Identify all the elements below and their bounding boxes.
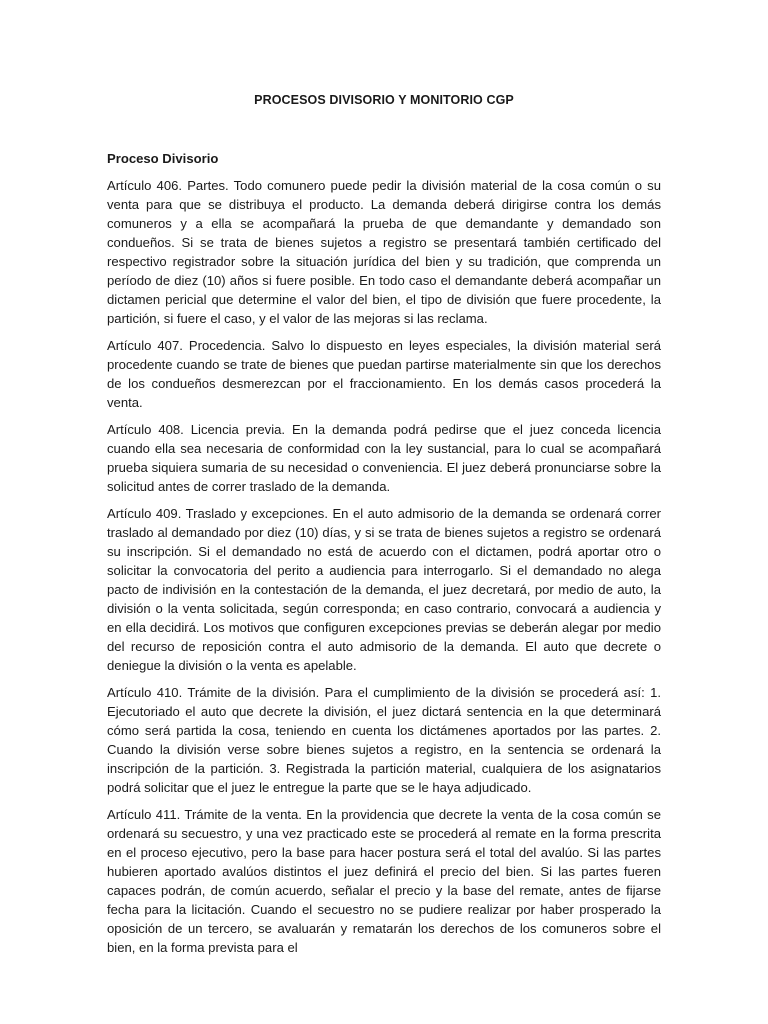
paragraph-articulo-407: Artículo 407. Procedencia. Salvo lo dispuesto en leyes especiales, la división material será procedente cuando se trate de bienes que puedan partirse materialmente sin que los derechos de los condueños desmerezcan por el fraccionamiento. En los demás casos procederá la venta. — [107, 338, 661, 410]
paragraph-articulo-409: Artículo 409. Traslado y excepciones. En el auto admisorio de la demanda se ordenará correr traslado al demandado por diez (10) días, y si se trata de bienes sujetos a registro se ordenará su inscripción. Si el demandado no está de acuerdo con el dictamen, podrá aportar otro o solicitar la convocatoria del perito a audiencia para interrogarlo. Si el demandado no alega pacto de indivisión en la contestación de la demanda, el juez decretará, por medio de auto, la división o la venta solicitada, según corresponda; en caso contrario, convocará a audiencia y en ella decidirá. Los motivos que configuren excepciones previas se deberán alegar por medio del recurso de reposición contra el auto admisorio de la demanda. El auto que decrete o deniegue la división o la venta es apelable. — [107, 506, 661, 673]
section-heading: Proceso Divisorio — [107, 151, 219, 166]
paragraph-articulo-408: Artículo 408. Licencia previa. En la demanda podrá pedirse que el juez conceda licencia cuando ella sea necesaria de conformidad con la ley sustancial, para lo cual se acompañará prueba siquiera sumaria de su necesidad o conveniencia. El juez deberá pronunciarse sobre la solicitud antes de correr traslado de la demanda. — [107, 422, 661, 494]
document-body — [107, 149, 661, 965]
paragraph-articulo-406: Artículo 406. Partes. Todo comunero puede pedir la división material de la cosa común o su venta para que se distribuya el producto. La demanda deberá dirigirse contra los demás comuneros y a ella se acompañará la prueba de que demandante y demandado son condueños. Si se trata de bienes sujetos a registro se presentará también certificado del respectivo registrador sobre la situación jurídica del bien y su tradición, que comprenda un período de diez (10) años si fuere posible. En todo caso el demandante deberá acompañar un dictamen pericial que determine el valor del bien, el tipo de división que fuere procedente, la partición, si fuere el caso, y el valor de las mejoras si las reclama. — [107, 178, 661, 326]
document-title: PROCESOS DIVISORIO Y MONITORIO CGP — [254, 93, 514, 107]
paragraph-articulo-411: Artículo 411. Trámite de la venta. En la providencia que decrete la venta de la cosa común se ordenará su secuestro, y una vez practicado este se procederá al remate en la forma prescrita en el proceso ejecutivo, pero la base para hacer postura será el total del avalúo. Si las partes hubieren aportado avalúos distintos el juez definirá el precio del bien. Si las partes fueren capaces podrán, de común acuerdo, señalar el precio y la base del remate, antes de fijarse fecha para la licitación. Cuando el secuestro no se pudiere realizar por haber prosperado la oposición de un tercero, se avaluarán y rematarán los derechos de los comuneros sobre el bien, en la forma prevista para el — [107, 807, 661, 955]
paragraph-articulo-410: Artículo 410. Trámite de la división. Para el cumplimiento de la división se procederá así: 1. Ejecutoriado el auto que decrete la división, el juez dictará sentencia en la que determinará cómo será partida la cosa, teniendo en cuenta los dictámenes aportados por las partes. 2. Cuando la división verse sobre bienes sujetos a registro, en la sentencia se ordenará la inscripción de la partición. 3. Registrada la partición material, cualquiera de los asignatarios podrá solicitar que el juez le entregue la parte que se le haya adjudicado. — [107, 685, 661, 795]
